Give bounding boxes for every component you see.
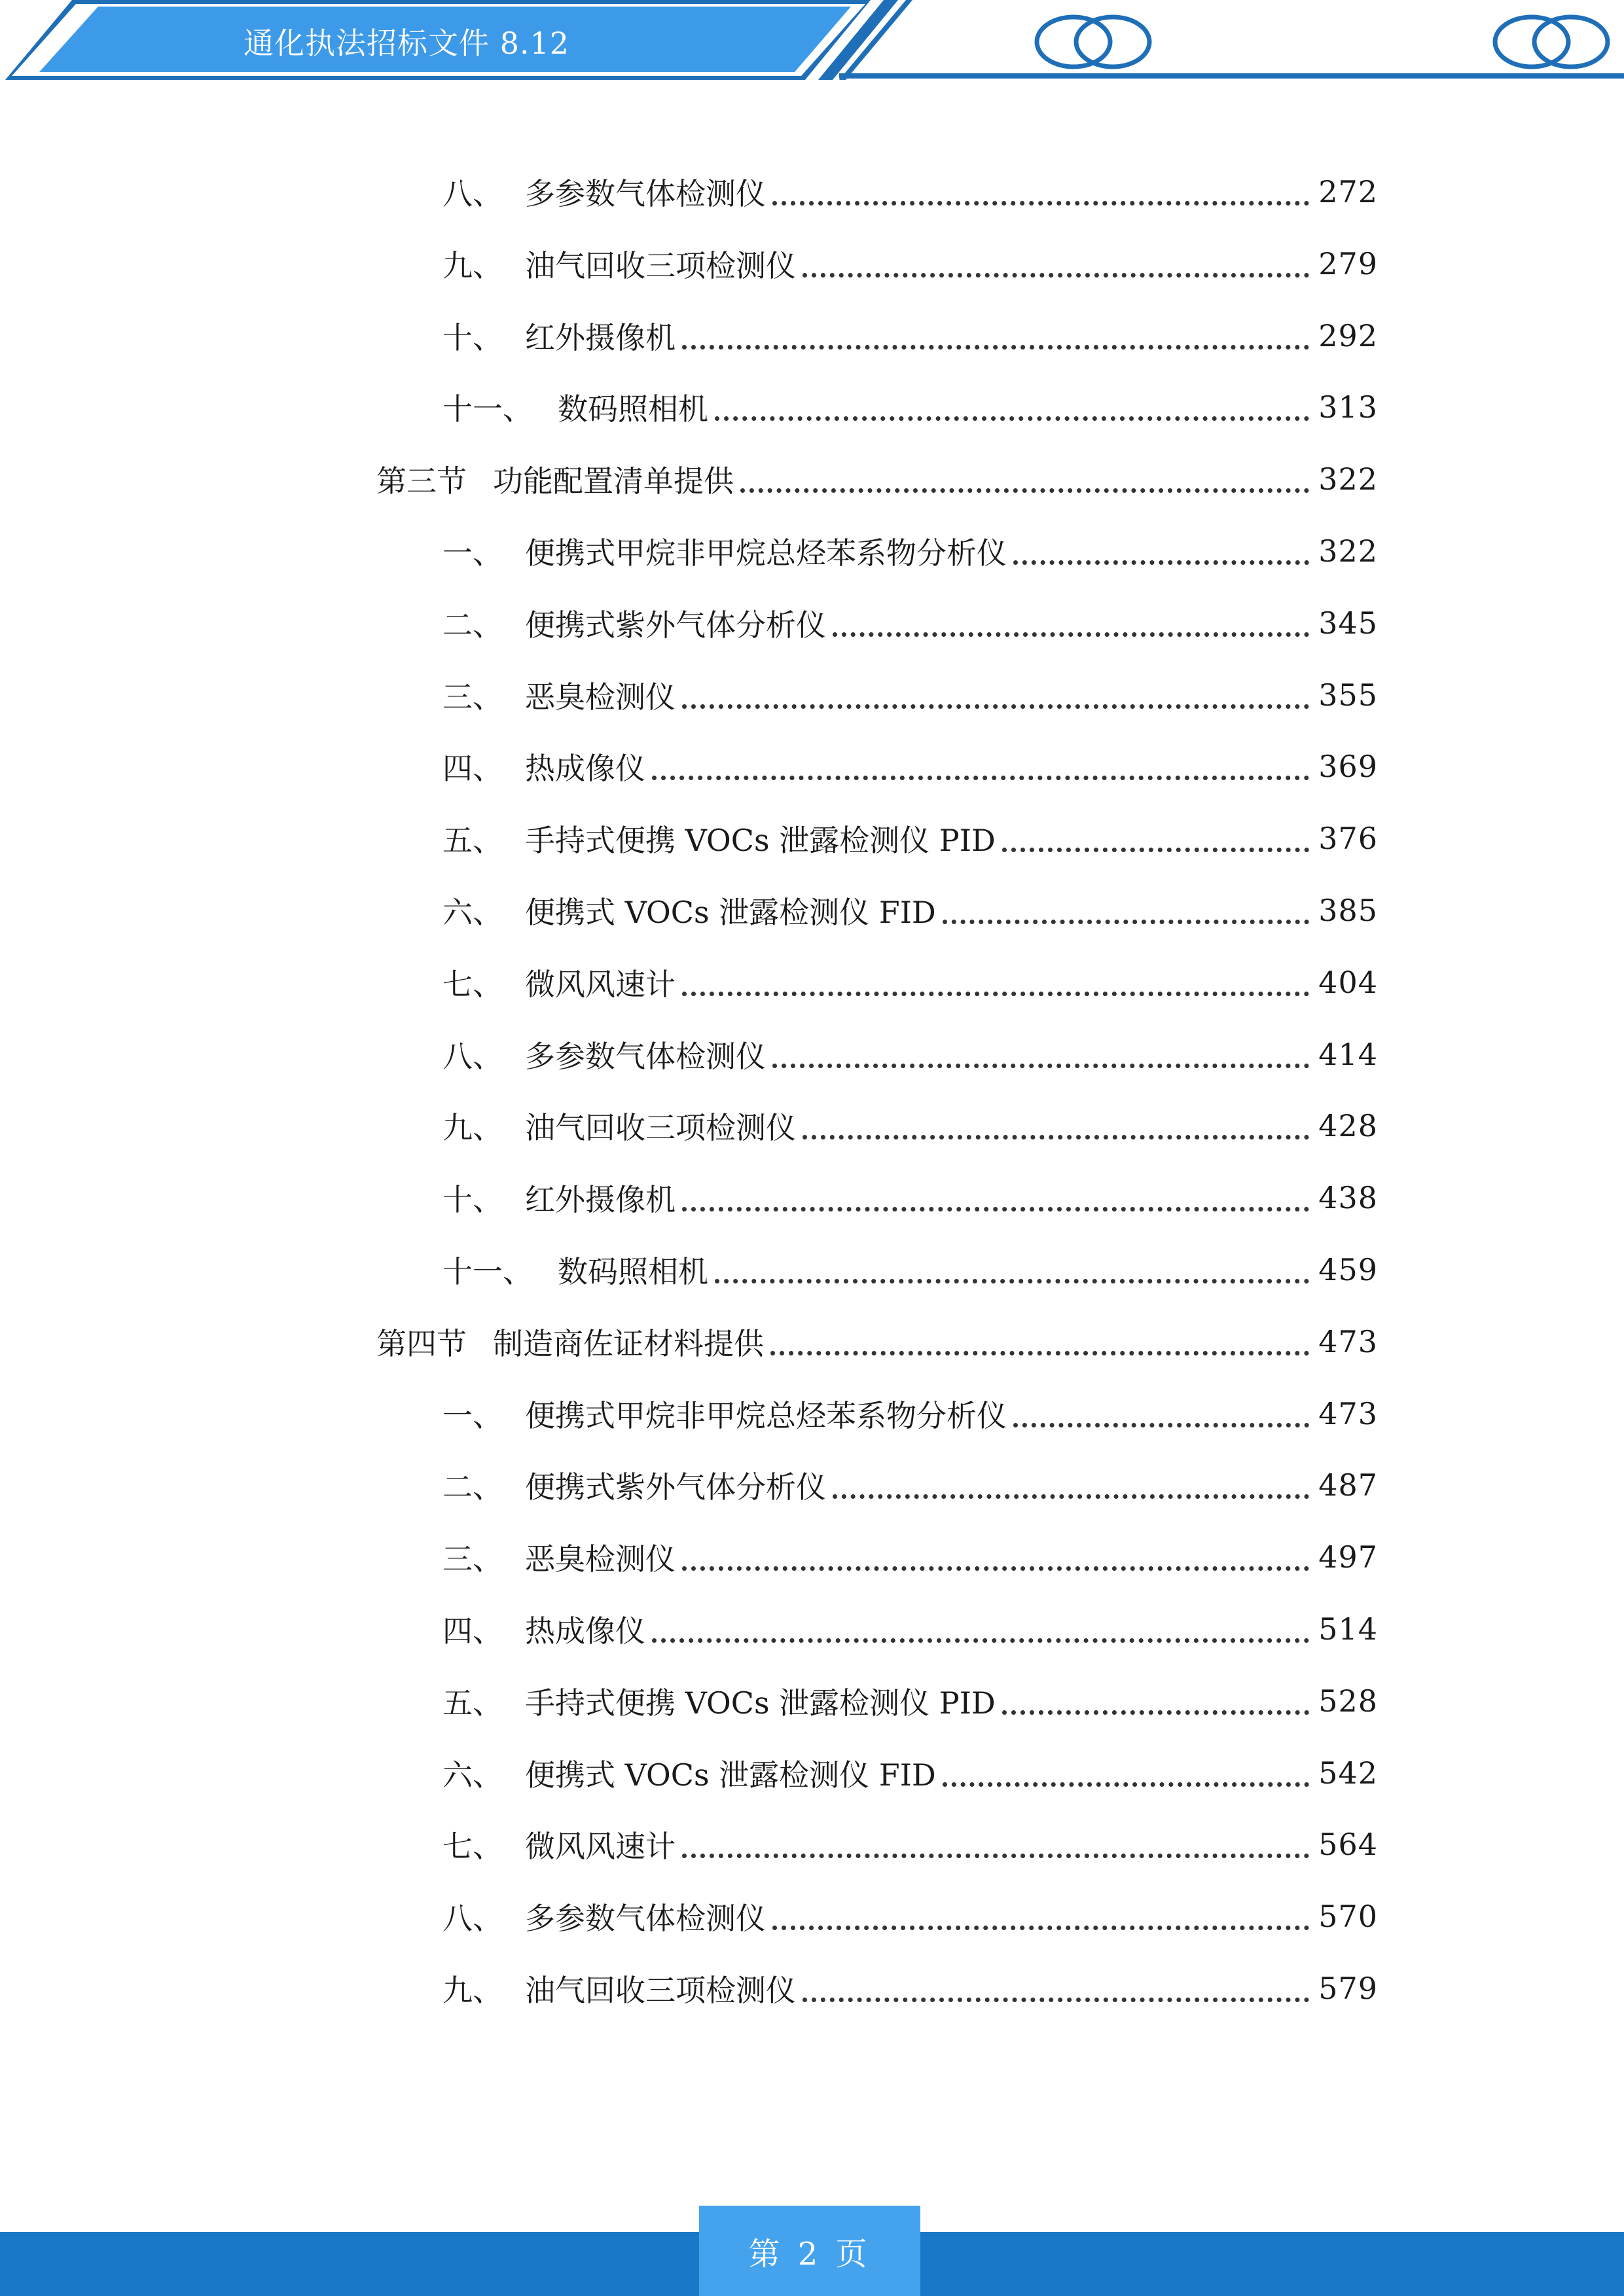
toc-title: 红外摄像机 — [525, 1182, 676, 1217]
toc-page-number: 473 — [1318, 1396, 1378, 1431]
toc-number: 二、 — [442, 607, 503, 643]
toc-leader-dots — [740, 458, 1309, 493]
toc-page-number: 345 — [1318, 605, 1378, 641]
toc-label — [442, 314, 676, 357]
toc-number: 十一、 — [442, 1254, 533, 1289]
toc-page-number: 428 — [1318, 1108, 1378, 1143]
toc-title: 恶臭检测仪 — [525, 1541, 676, 1577]
toc-leader-dots — [772, 171, 1309, 206]
toc-entry[interactable] — [442, 669, 1378, 721]
toc-page-number: 564 — [1318, 1827, 1378, 1862]
toc-entry[interactable] — [442, 740, 1378, 793]
toc-leader-dots — [1013, 1393, 1309, 1427]
toc-leader-dots — [772, 1895, 1309, 1930]
toc-title: 制造商佐证材料提供 — [493, 1326, 764, 1361]
toc-entry[interactable] — [442, 597, 1378, 649]
toc-label — [442, 1535, 676, 1579]
toc-page-number: 514 — [1318, 1611, 1378, 1647]
toc-label — [376, 1320, 764, 1363]
toc-label — [442, 673, 676, 717]
toc-page-number: 376 — [1318, 821, 1378, 856]
toc-entry[interactable] — [442, 1818, 1378, 1871]
toc-label — [442, 1104, 796, 1147]
toc-entry[interactable] — [442, 1100, 1378, 1152]
toc-number: 第四节 — [376, 1326, 467, 1361]
toc-entry[interactable] — [442, 310, 1378, 362]
toc-entry[interactable] — [442, 238, 1378, 290]
toc-label — [442, 1967, 796, 2010]
toc-page-number: 313 — [1318, 389, 1378, 425]
page-number: 第 2 页 — [748, 2235, 871, 2272]
header-rule — [839, 73, 1624, 79]
toc-leader-dots — [803, 1105, 1309, 1139]
toc-leader-dots — [715, 1249, 1309, 1283]
toc-leader-dots — [1013, 530, 1309, 565]
toc-number: 三、 — [442, 1541, 503, 1577]
toc-entry[interactable] — [442, 812, 1378, 865]
toc-entry[interactable] — [442, 525, 1378, 577]
toc-label — [442, 1248, 708, 1291]
toc-entry[interactable] — [442, 1459, 1378, 1511]
toc-page-number: 355 — [1318, 677, 1378, 713]
toc-title: 油气回收三项检测仪 — [525, 248, 796, 283]
toc-leader-dots — [770, 1321, 1309, 1355]
toc-number: 九、 — [442, 248, 503, 283]
toc-label — [442, 817, 996, 860]
toc-title: 手持式便携 VOCs 泄露检测仪 PID — [525, 1685, 996, 1721]
toc-number: 十一、 — [442, 391, 533, 427]
document-title: 通化执法招标文件 8.12 — [244, 26, 570, 61]
toc-leader-dots — [682, 1823, 1309, 1858]
toc-number: 九、 — [442, 1110, 503, 1145]
double-ring-logo-icon — [1495, 17, 1608, 67]
toc-leader-dots — [652, 1608, 1309, 1643]
toc-page-number: 385 — [1318, 893, 1378, 928]
toc-section-entry[interactable] — [376, 453, 1378, 505]
toc-number: 九、 — [442, 1973, 503, 2008]
toc-entry[interactable] — [442, 1890, 1378, 1943]
toc-title: 便携式 VOCs 泄露检测仪 FID — [525, 895, 936, 930]
toc-label — [442, 1463, 826, 1507]
toc-label — [376, 457, 734, 501]
toc-section-entry[interactable] — [376, 1316, 1378, 1368]
toc-leader-dots — [715, 386, 1309, 421]
double-ring-logo-icon — [1037, 17, 1149, 67]
toc-leader-dots — [682, 1177, 1309, 1211]
toc-number: 八、 — [442, 1039, 503, 1074]
toc-leader-dots — [803, 243, 1309, 278]
toc-leader-dots — [833, 1464, 1309, 1499]
toc-label — [442, 242, 796, 285]
toc-number: 七、 — [442, 1829, 503, 1864]
toc-label — [442, 386, 708, 429]
toc-title: 油气回收三项检测仪 — [525, 1973, 796, 2008]
toc-number: 五、 — [442, 823, 503, 858]
toc-entry[interactable] — [442, 1962, 1378, 2015]
toc-label — [442, 1895, 766, 1938]
toc-number: 五、 — [442, 1685, 503, 1721]
toc-leader-dots — [682, 1536, 1309, 1571]
toc-page-number: 459 — [1318, 1252, 1378, 1287]
toc-page-number: 414 — [1318, 1037, 1378, 1072]
toc-page-number: 322 — [1318, 533, 1378, 569]
toc-title: 手持式便携 VOCs 泄露检测仪 PID — [525, 823, 996, 858]
toc-page-number: 279 — [1318, 246, 1378, 281]
toc-page-number: 404 — [1318, 965, 1378, 1000]
toc-number: 三、 — [442, 679, 503, 715]
toc-label — [442, 1751, 936, 1795]
toc-label — [442, 961, 676, 1004]
toc-leader-dots — [943, 889, 1309, 924]
toc-page-number: 272 — [1318, 174, 1378, 209]
page-header — [0, 0, 1624, 85]
toc-number: 八、 — [442, 176, 503, 211]
toc-page-number: 570 — [1318, 1899, 1378, 1934]
toc-label — [442, 889, 936, 932]
toc-label — [442, 745, 645, 788]
page-number-tab — [699, 2206, 920, 2296]
toc-leader-dots — [772, 1033, 1309, 1068]
toc-page-number: 473 — [1318, 1324, 1378, 1359]
toc-entry[interactable] — [442, 1747, 1378, 1799]
toc-title: 恶臭检测仪 — [525, 679, 676, 715]
toc-title: 便携式紫外气体分析仪 — [525, 1469, 826, 1505]
toc-leader-dots — [833, 602, 1309, 637]
toc-label — [442, 1679, 996, 1723]
toc-title: 便携式 VOCs 泄露检测仪 FID — [525, 1757, 936, 1793]
toc-number: 第三节 — [376, 463, 467, 499]
toc-label — [442, 1176, 676, 1219]
toc-title: 便携式甲烷非甲烷总烃苯系物分析仪 — [525, 535, 1007, 571]
toc-label — [442, 170, 766, 213]
toc-entry[interactable] — [442, 884, 1378, 937]
toc-entry[interactable] — [442, 166, 1378, 218]
toc-page-number: 528 — [1318, 1683, 1378, 1719]
toc-entry[interactable] — [442, 381, 1378, 433]
toc-leader-dots — [682, 674, 1309, 709]
toc-label — [442, 1033, 766, 1076]
toc-page-number: 579 — [1318, 1971, 1378, 2006]
toc-leader-dots — [682, 315, 1309, 350]
toc-entry[interactable] — [442, 1172, 1378, 1224]
toc-label — [442, 601, 826, 645]
toc-leader-dots — [1002, 1680, 1309, 1715]
toc-entry[interactable] — [442, 1028, 1378, 1081]
toc-page-number: 369 — [1318, 749, 1378, 784]
toc-title: 多参数气体检测仪 — [525, 1901, 766, 1936]
toc-leader-dots — [943, 1752, 1309, 1787]
toc-label — [442, 1392, 1007, 1435]
toc-leader-dots — [803, 1967, 1309, 2002]
toc-leader-dots — [682, 961, 1309, 996]
toc-label — [442, 1607, 645, 1651]
toc-entry[interactable] — [442, 1603, 1378, 1655]
toc-title: 功能配置清单提供 — [493, 463, 734, 499]
toc-page-number: 438 — [1318, 1180, 1378, 1215]
toc-entry[interactable] — [442, 1244, 1378, 1296]
toc-title: 热成像仪 — [525, 1613, 645, 1649]
toc-entry[interactable] — [442, 1531, 1378, 1583]
toc-title: 红外摄像机 — [525, 320, 676, 355]
toc-title: 热成像仪 — [525, 751, 645, 786]
toc-title: 数码照相机 — [558, 391, 708, 427]
toc-number: 六、 — [442, 895, 503, 930]
toc-number: 二、 — [442, 1469, 503, 1505]
toc-number: 七、 — [442, 967, 503, 1002]
toc-title: 多参数气体检测仪 — [525, 1039, 766, 1074]
toc-page-number: 497 — [1318, 1539, 1378, 1575]
toc-entry[interactable] — [442, 1388, 1378, 1440]
toc-number: 四、 — [442, 1613, 503, 1649]
toc-title: 微风风速计 — [525, 967, 676, 1002]
toc-entry[interactable] — [442, 956, 1378, 1009]
toc-page-number: 542 — [1318, 1755, 1378, 1791]
toc-number: 一、 — [442, 535, 503, 571]
toc-title: 便携式甲烷非甲烷总烃苯系物分析仪 — [525, 1398, 1007, 1433]
toc-leader-dots — [652, 745, 1309, 780]
toc-number: 八、 — [442, 1901, 503, 1936]
toc-label — [442, 529, 1007, 573]
toc-page-number: 487 — [1318, 1467, 1378, 1503]
toc-title: 多参数气体检测仪 — [525, 176, 766, 211]
toc-leader-dots — [1002, 817, 1309, 852]
toc-number: 六、 — [442, 1757, 503, 1793]
toc-label — [442, 1823, 676, 1866]
toc-number: 四、 — [442, 751, 503, 786]
toc-title: 数码照相机 — [558, 1254, 708, 1289]
toc-number: 十、 — [442, 1182, 503, 1217]
toc-title: 油气回收三项检测仪 — [525, 1110, 796, 1145]
toc-number: 一、 — [442, 1398, 503, 1433]
toc-number: 十、 — [442, 320, 503, 355]
toc-page-number: 322 — [1318, 461, 1378, 497]
toc-entry[interactable] — [442, 1675, 1378, 1727]
toc-title: 微风风速计 — [525, 1829, 676, 1864]
toc-title: 便携式紫外气体分析仪 — [525, 607, 826, 643]
toc-page-number: 292 — [1318, 318, 1378, 353]
